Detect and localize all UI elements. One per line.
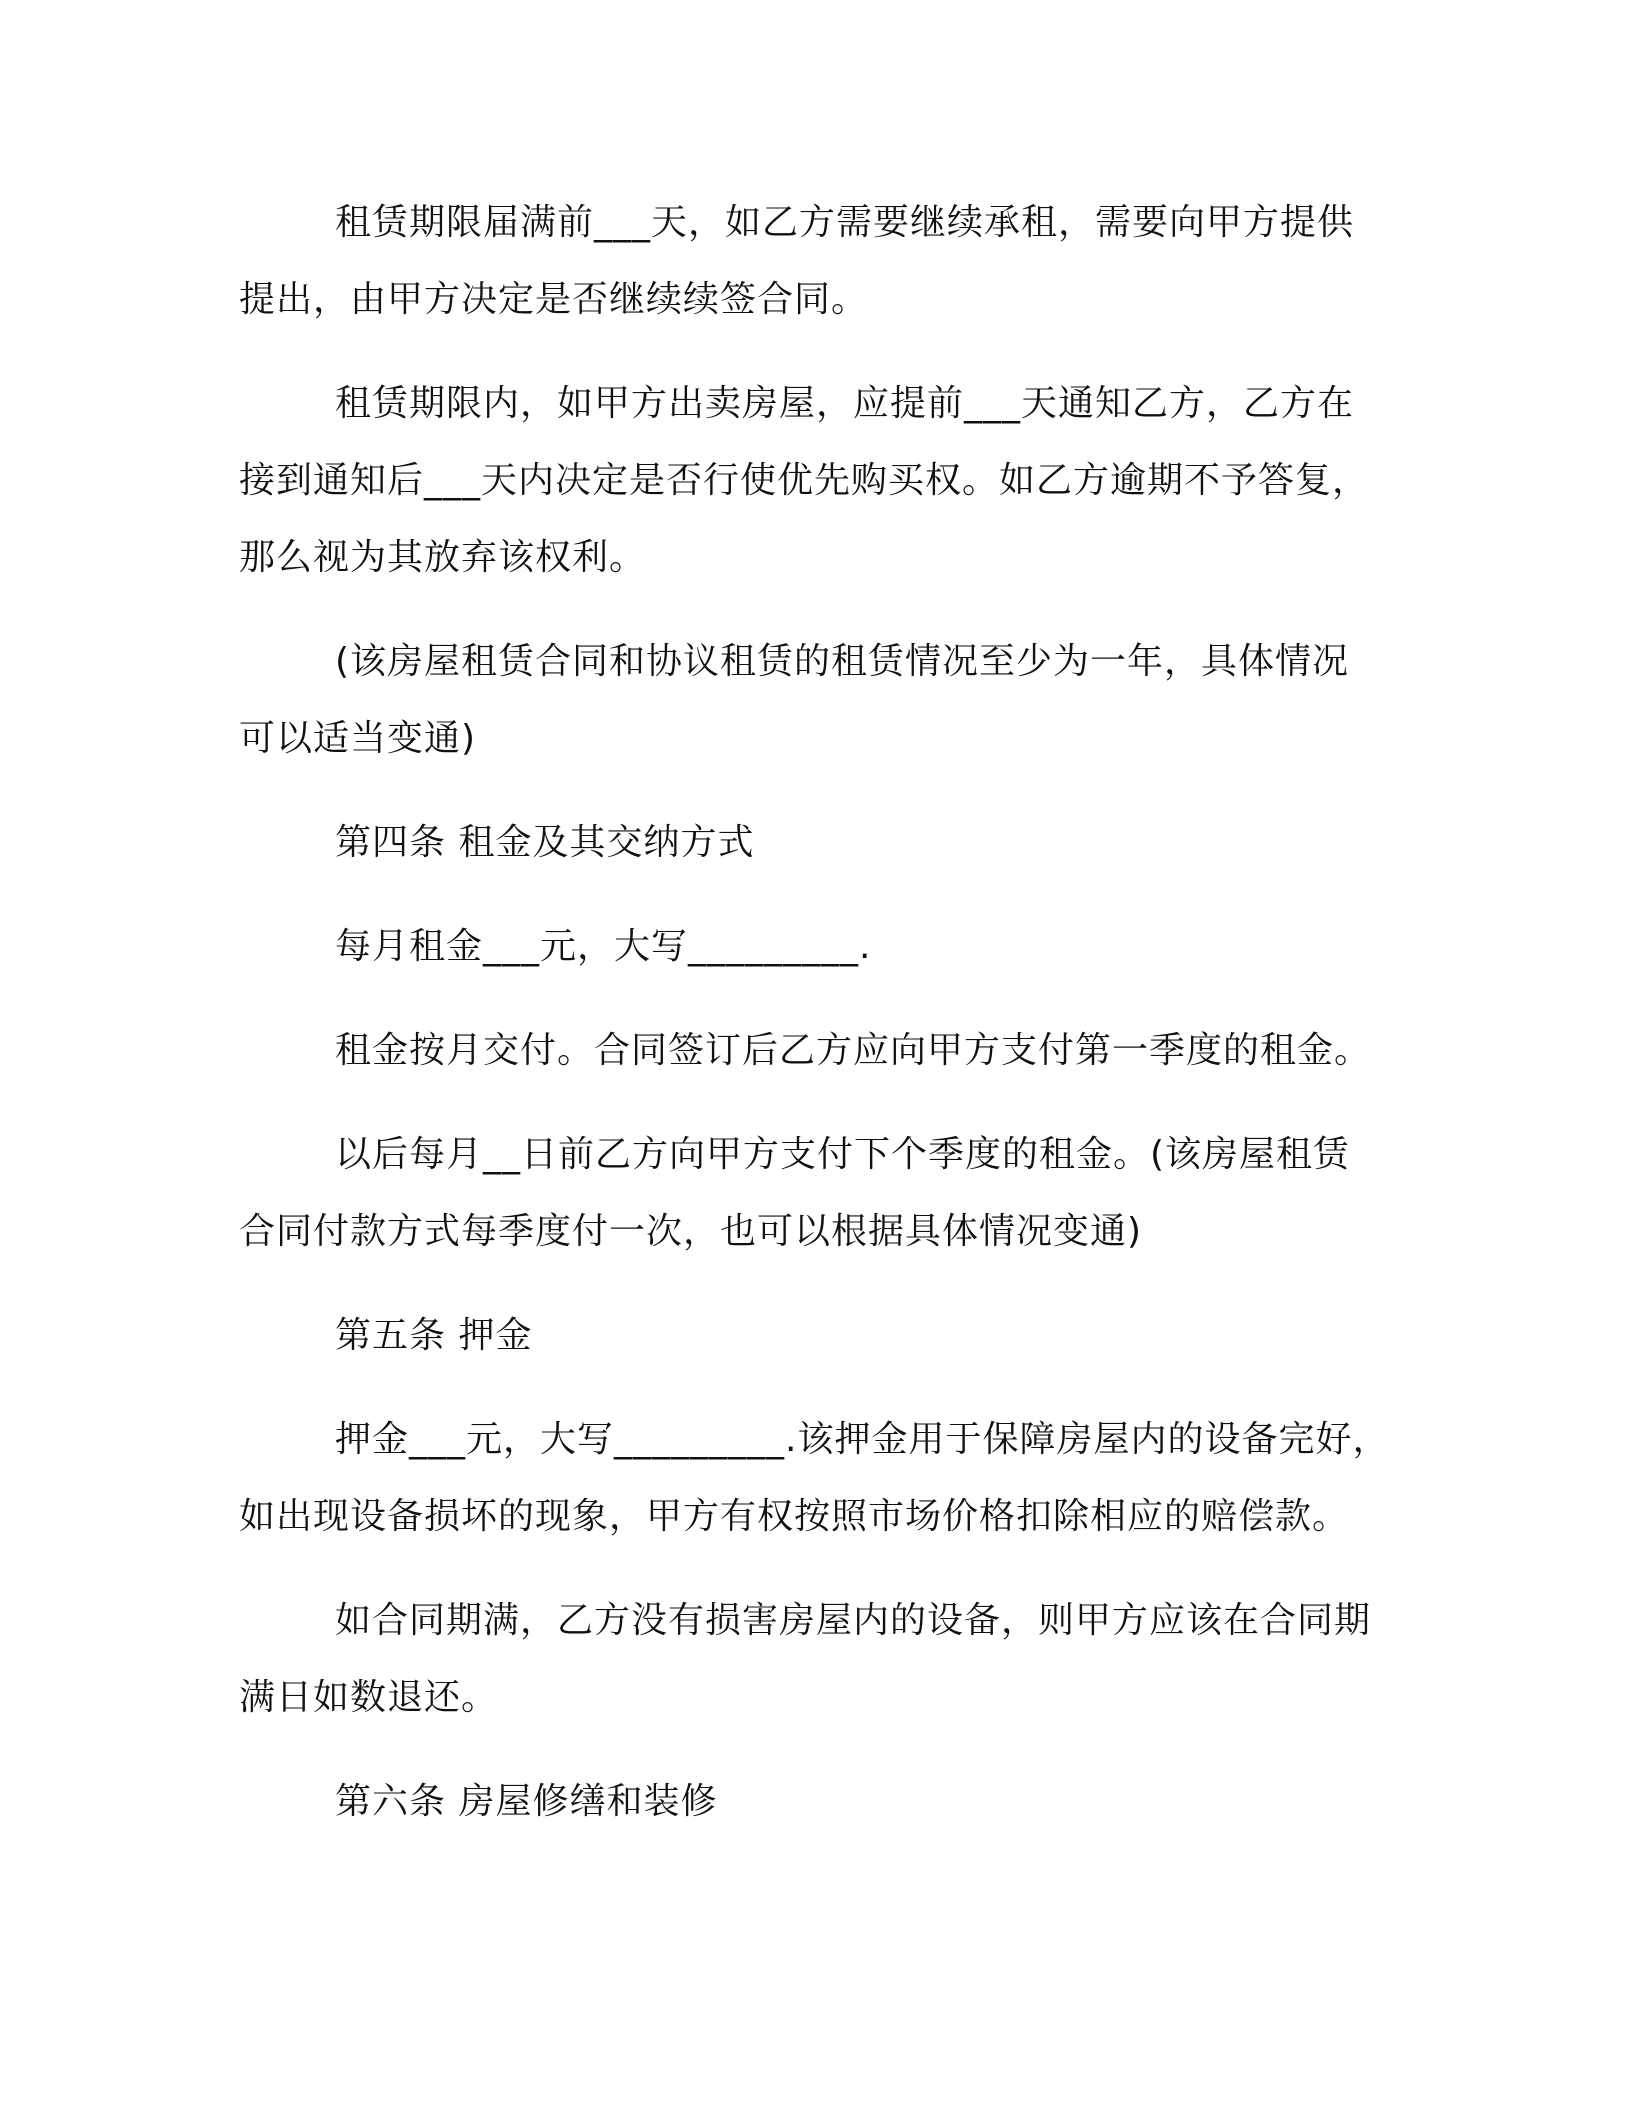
text-line: 满日如数退还。 [239,1677,499,1718]
document-body [239,184,1419,1840]
text-line: 接到通知后___天内决定是否行使优先购买权。如乙方逾期不予答复， [239,460,1370,501]
text-line: 每月租金___元，大写_________. [335,926,872,967]
text-line: 租赁期限内，如甲方出卖房屋，应提前___天通知乙方，乙方在 [335,383,1355,424]
paragraph-rent-payment [239,1012,1419,1089]
text-line: 如合同期满，乙方没有损害房屋内的设备，则甲方应该在合同期 [335,1600,1372,1641]
paragraph-deposit-refund [239,1582,1419,1736]
text-line: 那么视为其放弃该权利。 [239,537,647,578]
section-heading: 第五条 押金 [335,1315,533,1356]
paragraph-priority-purchase [239,365,1419,596]
paragraph-note [239,623,1419,777]
text-line: 押金___元，大写_________.该押金用于保障房屋内的设备完好， [335,1419,1390,1460]
article-six-heading [239,1763,1419,1840]
paragraph-quarterly-payment [239,1116,1419,1270]
text-line: 租金按月交付。合同签订后乙方应向甲方支付第一季度的租金。 [335,1030,1372,1071]
article-four-heading [239,804,1419,881]
paragraph-renewal [239,184,1419,338]
section-heading: 第六条 房屋修缮和装修 [335,1781,718,1822]
text-line: 租赁期限届满前___天，如乙方需要继续承租，需要向甲方提供 [335,202,1355,243]
section-heading: 第四条 租金及其交纳方式 [335,822,755,863]
paragraph-deposit [239,1401,1419,1555]
text-line: 合同付款方式每季度付一次，也可以根据具体情况变通) [239,1211,1143,1252]
text-line: 提出，由甲方决定是否继续续签合同。 [239,279,869,320]
text-line: (该房屋租赁合同和协议租赁的租赁情况至少为一年，具体情况 [335,641,1350,682]
article-five-heading [239,1297,1419,1374]
paragraph-monthly-rent [239,908,1419,985]
text-line: 可以适当变通) [239,718,477,759]
text-line: 以后每月__日前乙方向甲方支付下个季度的租金。(该房屋租赁 [335,1134,1351,1175]
text-line: 如出现设备损坏的现象，甲方有权按照市场价格扣除相应的赔偿款。 [239,1496,1350,1537]
